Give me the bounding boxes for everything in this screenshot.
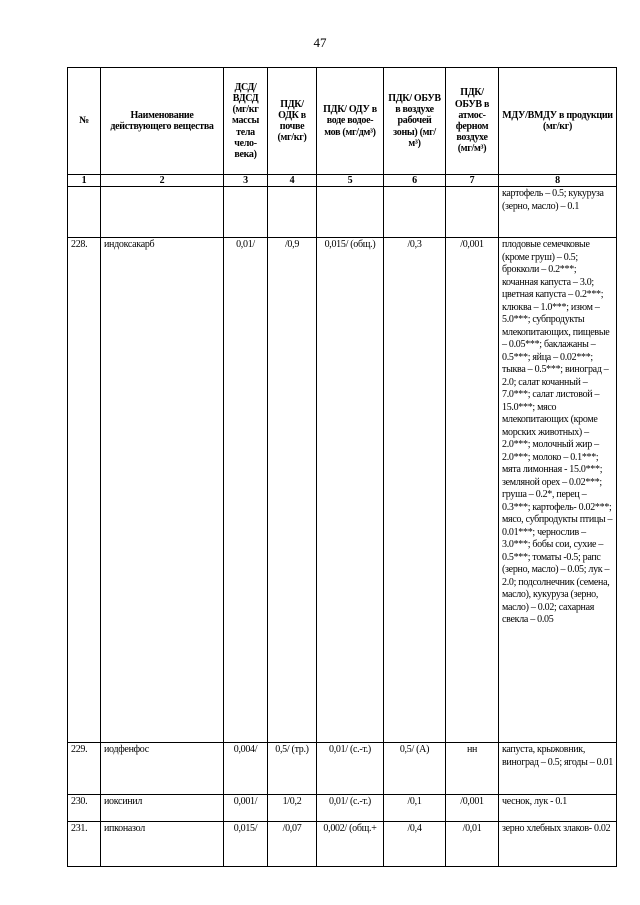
mrl-value: чеснок, лук - 0.1 (499, 795, 617, 822)
mrl-value: плодовые семечковые (кроме груш) – 0.5; брокколи – 0.2***; кочанная капуста – 3.0; цветная капуста – 0.2***; клюква – 1.0***; изюм – 5.0***; субпродукты млекопитающих, пищевые – 0.05***; баклажаны – 0.5***; яйца – 0.02***; тыква – 0.5***; виноград – 2.0; салат кочанный – 7.0***; салат листовой – 15.0***; мясо млекопитающих (кроме морских животных) – 2.0***; молочный жир – 2.0***; молоко – 0.1***; мята лимонная - 15.0***; земляной орех – 0.02***; груша – 0.2*, перец – 0.3***; картофель- 0.02***; мясо, субпродукты птицы – 0.01***; чернослив – 3.0***; бобы сои, сухие – 0.5***; томаты -0.5; рапс (зерно, масло) – 0.05; лук – 2.0; подсолнечник (семена, масло), кукуруза (зерно, масло) – 0.02; сахарная свекла – 0.05 (499, 238, 617, 743)
substance-name: иодфенфос (101, 743, 224, 795)
row-number: 231. (68, 822, 101, 867)
substance-name: иоксинил (101, 795, 224, 822)
atm-air-value: /0,001 (446, 238, 499, 743)
column-number: 8 (499, 175, 617, 187)
dsd-value: 0,004/ (224, 743, 268, 795)
dsd-value: 0,01/ (224, 238, 268, 743)
water-value: 0,01/ (с.-т.) (317, 743, 384, 795)
table-row (68, 822, 617, 867)
water-value (317, 187, 384, 238)
page-number: 47 (313, 35, 327, 50)
dsd-value: 0,015/ (224, 822, 268, 867)
mrl-value: картофель – 0.5; кукуруза (зерно, масло) – 0.1 (499, 187, 617, 238)
work-air-value: /0,1 (384, 795, 446, 822)
water-value: 0,015/ (общ.) (317, 238, 384, 743)
table-row (68, 238, 617, 743)
mrl-value: зерно хлебных злаков- 0.02 (499, 822, 617, 867)
header-name: Наименование действующего вещества (101, 68, 224, 175)
soil-value: 1/0,2 (268, 795, 317, 822)
mrl-value: капуста, крыжовник, виноград – 0.5; ягоды – 0.01 (499, 743, 617, 795)
header-num: № (68, 68, 101, 175)
header-pdk-water: ПДК/ ОДУ в воде водое-мов (мг/дм³) (317, 68, 384, 175)
soil-value: /0,07 (268, 822, 317, 867)
work-air-value (384, 187, 446, 238)
row-number (68, 187, 101, 238)
column-number: 7 (446, 175, 499, 187)
substance-name (101, 187, 224, 238)
column-number: 1 (68, 175, 101, 187)
soil-value (268, 187, 317, 238)
atm-air-value: /0,001 (446, 795, 499, 822)
atm-air-value (446, 187, 499, 238)
substance-name: ипконазол (101, 822, 224, 867)
dsd-value: 0,001/ (224, 795, 268, 822)
column-number: 3 (224, 175, 268, 187)
table-header (68, 68, 617, 175)
dsd-value (224, 187, 268, 238)
atm-air-value: нн (446, 743, 499, 795)
substance-name: индоксакарб (101, 238, 224, 743)
water-value: 0,01/ (с.-т.) (317, 795, 384, 822)
header-pdk-atm-air: ПДК/ ОБУВ в атмос-ферном воздухе (мг/м³) (446, 68, 499, 175)
table-row (68, 187, 617, 238)
water-value: 0,002/ (общ.+ (317, 822, 384, 867)
atm-air-value: /0,01 (446, 822, 499, 867)
table-row (68, 795, 617, 822)
work-air-value: /0,4 (384, 822, 446, 867)
row-number: 229. (68, 743, 101, 795)
work-air-value: /0,3 (384, 238, 446, 743)
column-number: 4 (268, 175, 317, 187)
row-number: 228. (68, 238, 101, 743)
column-number: 5 (317, 175, 384, 187)
header-pdk-soil: ПДК/ ОДК в почве (мг/кг) (268, 68, 317, 175)
header-pdk-work-air: ПДК/ ОБУВ в воздухе рабочей зоны) (мг/м³) (384, 68, 446, 175)
column-number: 2 (101, 175, 224, 187)
column-number: 6 (384, 175, 446, 187)
row-number: 230. (68, 795, 101, 822)
soil-value: /0,9 (268, 238, 317, 743)
header-mrl: МДУ/ВМДУ в продукции (мг/кг) (499, 68, 617, 175)
work-air-value: 0,5/ (А) (384, 743, 446, 795)
regulation-table (67, 67, 617, 867)
soil-value: 0,5/ (тр.) (268, 743, 317, 795)
column-number-row (68, 175, 617, 187)
header-dsd: ДСД/ ВДСД (мг/кг массы тела чело-века) (224, 68, 268, 175)
table-row (68, 743, 617, 795)
